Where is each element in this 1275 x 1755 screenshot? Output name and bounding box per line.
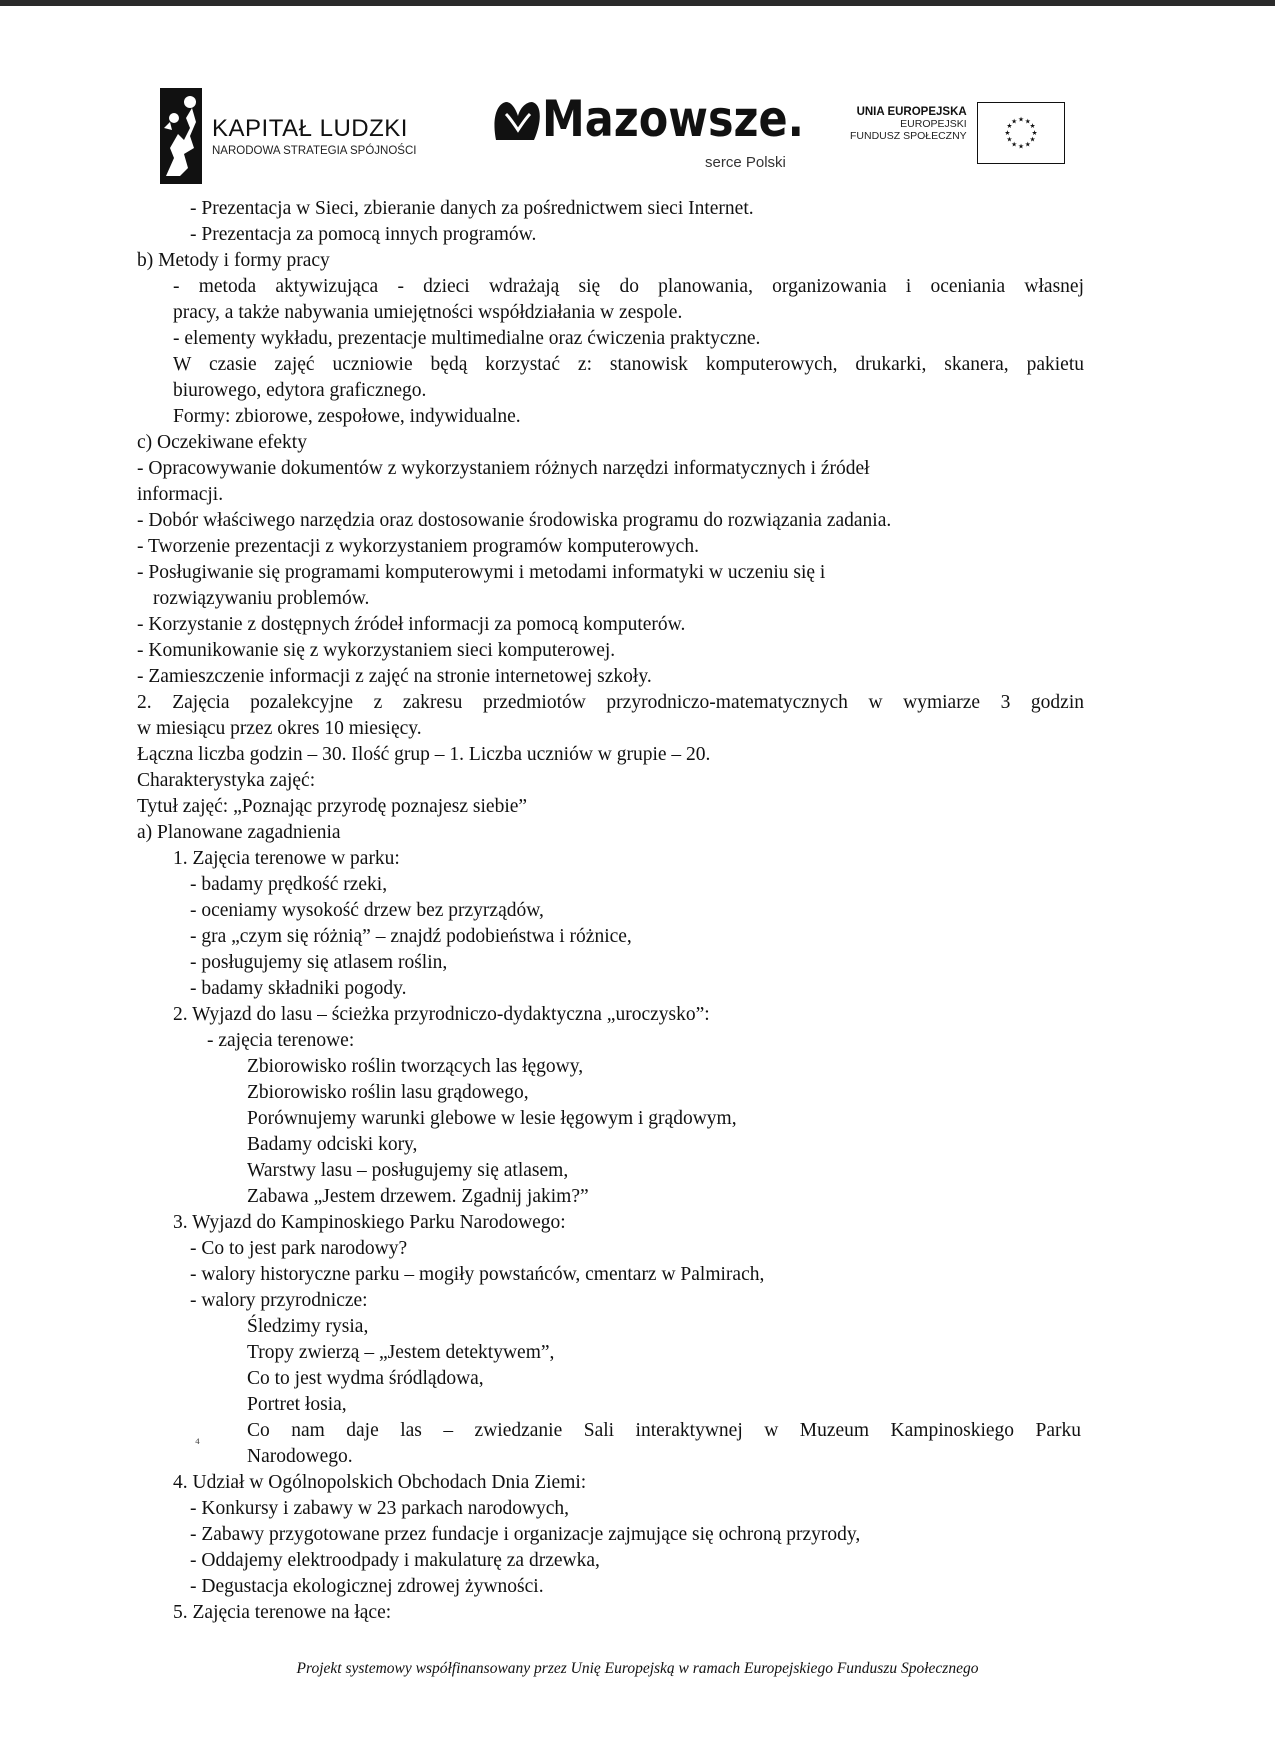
- body-line: - metoda aktywizująca - dzieci wdrażają się do planowania, organizowania i oceniania własnej: [173, 276, 1084, 297]
- svg-text:★: ★: [1004, 128, 1011, 137]
- body-line: - elementy wykładu, prezentacje multimedialne oraz ćwiczenia praktyczne.: [173, 328, 761, 349]
- body-line: - badamy składniki pogody.: [190, 978, 407, 999]
- mazowsze-wordmark: [490, 90, 810, 150]
- body-line: Porównujemy warunki glebowe w lesie łęgowym i grądowym,: [247, 1108, 737, 1129]
- body-line: - zajęcia terenowe:: [207, 1030, 355, 1051]
- body-line: Narodowego.: [247, 1446, 353, 1467]
- body-line: - Prezentacja w Sieci, zbieranie danych za pośrednictwem sieci Internet.: [190, 198, 754, 219]
- body-line: - Komunikowanie się z wykorzystaniem sieci komputerowej.: [137, 640, 616, 661]
- body-line: - Prezentacja za pomocą innych programów.: [190, 224, 537, 245]
- body-line: Charakterystyka zajęć:: [137, 770, 316, 791]
- body-line: Zbiorowisko roślin tworzących las łęgowy,: [247, 1056, 584, 1077]
- kapital-ludzki-title: KAPITAŁ LUDZKI: [212, 115, 408, 142]
- eu-flag-icon: [977, 102, 1065, 164]
- body-line: pracy, a także nabywania umiejętności współdziałania w zespole.: [173, 302, 683, 323]
- body-line: - Oddajemy elektroodpady i makulaturę za drzewka,: [190, 1550, 600, 1571]
- body-line: Zabawa „Jestem drzewem. Zgadnij jakim?”: [247, 1186, 589, 1207]
- eu-logo: [850, 102, 1065, 164]
- body-line: Śledzimy rysia,: [247, 1316, 369, 1337]
- footer-note: Projekt systemowy współfinansowany przez Unię Europejską w ramach Europejskiego Funduszu Społecznego: [296, 1660, 979, 1677]
- body-line: - Tworzenie prezentacji z wykorzystaniem programów komputerowych.: [137, 536, 699, 557]
- body-line: - Zabawy przygotowane przez fundacje i organizacje zajmujące się ochroną przyrody,: [190, 1524, 861, 1545]
- body-line: - oceniamy wysokość drzew bez przyrządów,: [190, 900, 544, 921]
- body-line: Tytuł zajęć: „Poznając przyrodę poznajesz siebie”: [137, 796, 528, 817]
- kapital-ludzki-logo: [160, 88, 416, 184]
- body-line: 4. Udział w Ogólnopolskich Obchodach Dnia Ziemi:: [173, 1472, 587, 1493]
- body-line: W czasie zajęć uczniowie będą korzystać z: stanowisk komputerowych, drukarki, skanera, pakietu: [173, 354, 1084, 375]
- body-line: 3. Wyjazd do Kampinoskiego Parku Narodowego:: [173, 1212, 566, 1233]
- body-line: Zbiorowisko roślin lasu grądowego,: [247, 1082, 529, 1103]
- body-line: - Korzystanie z dostępnych źródeł informacji za pomocą komputerów.: [137, 614, 686, 635]
- svg-text:★: ★: [1010, 117, 1017, 126]
- body-line: - Posługiwanie się programami komputerowymi i metodami informatyki w uczeniu się i: [137, 562, 826, 583]
- svg-text:★: ★: [1017, 115, 1024, 124]
- body-line: Tropy zwierzą – „Jestem detektywem”,: [247, 1342, 555, 1363]
- svg-text:★: ★: [1006, 122, 1013, 131]
- body-line: - gra „czym się różnią” – znajdź podobieństwa i różnice,: [190, 926, 632, 947]
- scan-edge: [0, 0, 1275, 6]
- mazowsze-word: Mazowsze.: [542, 90, 804, 148]
- body-line: c) Oczekiwane efekty: [137, 432, 307, 453]
- svg-text:★: ★: [1024, 117, 1031, 126]
- svg-text:★: ★: [1006, 135, 1013, 144]
- body-line: Formy: zbiorowe, zespołowe, indywidualne.: [173, 406, 521, 427]
- body-line: 2. Wyjazd do lasu – ścieżka przyrodniczo-dydaktyczna „uroczysko”:: [173, 1004, 710, 1025]
- body-line: 2. Zajęcia pozalekcyjne z zakresu przedmiotów przyrodniczo-matematycznych w wymiarze 3 godzin: [137, 692, 1084, 713]
- body-line: Badamy odciski kory,: [247, 1134, 418, 1155]
- body-line: Warstwy lasu – posługujemy się atlasem,: [247, 1160, 569, 1181]
- body-line: w miesiącu przez okres 10 miesięcy.: [137, 718, 422, 739]
- body-line: Łączna liczba godzin – 30. Ilość grup – 1. Liczba uczniów w grupie – 20.: [137, 744, 711, 765]
- body-line: - Co to jest park narodowy?: [190, 1238, 408, 1259]
- svg-text:★: ★: [1029, 135, 1036, 144]
- body-line: - Dobór właściwego narzędzia oraz dostosowanie środowiska programu do rozwiązania zadania.: [137, 510, 892, 531]
- kapital-ludzki-subtitle: NARODOWA STRATEGIA SPÓJNOŚCI: [212, 145, 417, 157]
- body-line: biurowego, edytora graficznego.: [173, 380, 427, 401]
- body-line: - posługujemy się atlasem roślin,: [190, 952, 448, 973]
- kapital-ludzki-emblem-icon: [160, 88, 202, 184]
- eu-line-1: UNIA EUROPEJSKA: [856, 106, 967, 118]
- body-line: - Zamieszczenie informacji z zajęć na stronie internetowej szkoły.: [137, 666, 652, 687]
- eu-line-3: FUNDUSZ SPOŁECZNY: [850, 130, 967, 142]
- body-line: a) Planowane zagadnienia: [137, 822, 341, 843]
- body-line: - Opracowywanie dokumentów z wykorzystaniem różnych narzędzi informatycznych i źródeł: [137, 458, 870, 479]
- body-line: 1. Zajęcia terenowe w parku:: [173, 848, 400, 869]
- body-line: - Degustacja ekologicznej zdrowej żywności.: [190, 1576, 544, 1597]
- svg-text:★: ★: [1017, 142, 1024, 151]
- body-line: - walory przyrodnicze:: [190, 1290, 368, 1311]
- body-line: Co to jest wydma śródlądowa,: [247, 1368, 484, 1389]
- svg-text:★: ★: [1029, 122, 1036, 131]
- body-line: b) Metody i formy pracy: [137, 250, 330, 271]
- body-line: rozwiązywaniu problemów.: [153, 588, 370, 609]
- body-line: - walory historyczne parku – mogiły powstańców, cmentarz w Palmirach,: [190, 1264, 765, 1285]
- body-line: - badamy prędkość rzeki,: [190, 874, 388, 895]
- eu-line-2: EUROPEJSKI: [900, 118, 967, 130]
- page-header: [0, 80, 1275, 180]
- stray-mark: ⁴: [195, 1437, 200, 1452]
- body-line: Co nam daje las – zwiedzanie Sali interaktywnej w Muzeum Kampinoskiego Parku: [247, 1420, 1081, 1441]
- body-line: 5. Zajęcia terenowe na łące:: [173, 1602, 392, 1623]
- svg-text:★: ★: [1024, 140, 1031, 149]
- mazowsze-logo: [490, 90, 810, 171]
- svg-text:★: ★: [1010, 140, 1017, 149]
- body-line: informacji.: [137, 484, 224, 505]
- mazowsze-tagline: serce Polski: [705, 154, 786, 171]
- svg-text:★: ★: [1031, 128, 1038, 137]
- body-line: - Konkursy i zabawy w 23 parkach narodowych,: [190, 1498, 570, 1519]
- body-line: Portret łosia,: [247, 1394, 347, 1415]
